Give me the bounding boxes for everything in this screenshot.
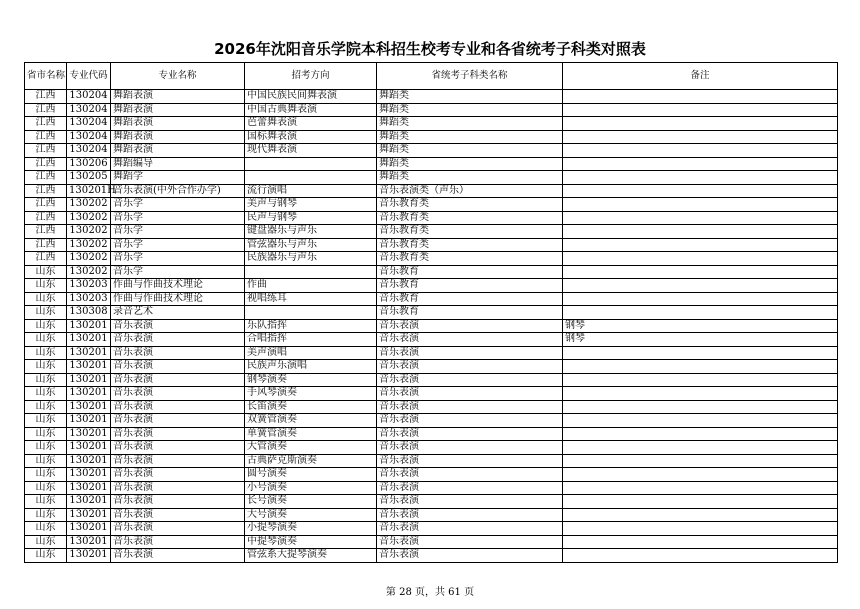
- cell-direction: 视唱练耳: [245, 292, 377, 306]
- cell-code: 130201H: [67, 184, 111, 198]
- cell-category: 音乐表演: [377, 508, 563, 522]
- cell-direction: [245, 265, 377, 279]
- cell-code: 130201: [67, 400, 111, 414]
- cell-province: 山东: [25, 400, 67, 414]
- cell-remark: [563, 549, 838, 563]
- cell-direction: 芭蕾舞表演: [245, 117, 377, 131]
- table-row: [25, 90, 838, 104]
- cell-category: 音乐表演: [377, 427, 563, 441]
- cell-major: 音乐表演: [111, 360, 245, 374]
- cell-direction: 大管演奏: [245, 441, 377, 455]
- cell-major: 舞蹈表演: [111, 90, 245, 104]
- cell-direction: 作曲: [245, 279, 377, 293]
- cell-code: 130201: [67, 495, 111, 509]
- cell-code: 130201: [67, 333, 111, 347]
- cell-province: 山东: [25, 495, 67, 509]
- cell-category: 音乐表演: [377, 468, 563, 482]
- table-row: [25, 481, 838, 495]
- cell-category: 音乐表演: [377, 319, 563, 333]
- header-direction: 招考方向: [245, 63, 377, 90]
- cell-major: 音乐表演: [111, 441, 245, 455]
- cell-category: 舞蹈类: [377, 103, 563, 117]
- cell-remark: [563, 535, 838, 549]
- cell-direction: 国标舞表演: [245, 130, 377, 144]
- cell-major: 音乐表演: [111, 495, 245, 509]
- cell-code: 130204: [67, 130, 111, 144]
- table-row: [25, 427, 838, 441]
- cell-province: 山东: [25, 333, 67, 347]
- cell-province: 山东: [25, 414, 67, 428]
- cell-province: 江西: [25, 130, 67, 144]
- table-row: [25, 549, 838, 563]
- cell-province: 山东: [25, 522, 67, 536]
- cell-province: 江西: [25, 171, 67, 185]
- cell-major: 舞蹈表演: [111, 144, 245, 158]
- cell-major: 音乐表演: [111, 333, 245, 347]
- cell-direction: 管弦器乐与声乐: [245, 238, 377, 252]
- cell-category: 音乐表演: [377, 441, 563, 455]
- cell-province: 山东: [25, 549, 67, 563]
- cell-remark: [563, 508, 838, 522]
- table-row: [25, 157, 838, 171]
- cell-major: 音乐表演: [111, 522, 245, 536]
- cell-code: 130203: [67, 292, 111, 306]
- cell-direction: 现代舞表演: [245, 144, 377, 158]
- cell-major: 音乐学: [111, 238, 245, 252]
- cell-province: 山东: [25, 292, 67, 306]
- cell-province: 山东: [25, 306, 67, 320]
- cell-code: 130201: [67, 441, 111, 455]
- cell-major: 音乐表演: [111, 549, 245, 563]
- cell-category: 音乐表演: [377, 387, 563, 401]
- header-row: [25, 63, 838, 90]
- cell-province: 江西: [25, 117, 67, 131]
- cell-direction: 中提琴演奏: [245, 535, 377, 549]
- cell-remark: [563, 184, 838, 198]
- cell-province: 江西: [25, 252, 67, 266]
- cell-remark: [563, 130, 838, 144]
- table-row: [25, 265, 838, 279]
- cell-category: 音乐教育类: [377, 252, 563, 266]
- cell-remark: [563, 279, 838, 293]
- cell-remark: [563, 441, 838, 455]
- cell-code: 130202: [67, 225, 111, 239]
- cell-code: 130205: [67, 171, 111, 185]
- table-row: [25, 144, 838, 158]
- cell-province: 山东: [25, 508, 67, 522]
- table-header: [25, 63, 838, 90]
- cell-province: 山东: [25, 387, 67, 401]
- cell-direction: [245, 306, 377, 320]
- cell-category: 音乐表演: [377, 549, 563, 563]
- header-remark: 备注: [563, 63, 838, 90]
- cell-category: 音乐表演: [377, 414, 563, 428]
- cell-direction: 民族声乐演唱: [245, 360, 377, 374]
- cell-code: 130202: [67, 211, 111, 225]
- cell-major: 音乐表演: [111, 481, 245, 495]
- table-row: [25, 495, 838, 509]
- cell-province: 山东: [25, 319, 67, 333]
- cell-remark: 钢琴: [563, 333, 838, 347]
- cell-code: 130203: [67, 279, 111, 293]
- cell-code: 130201: [67, 319, 111, 333]
- table-row: [25, 292, 838, 306]
- cell-major: 音乐表演: [111, 414, 245, 428]
- cell-category: 音乐教育: [377, 306, 563, 320]
- cell-direction: 钢琴演奏: [245, 373, 377, 387]
- header-code: 专业代码: [67, 63, 111, 90]
- cell-remark: [563, 157, 838, 171]
- cell-code: 130201: [67, 481, 111, 495]
- cell-remark: 钢琴: [563, 319, 838, 333]
- cell-province: 江西: [25, 198, 67, 212]
- cell-category: 舞蹈类: [377, 90, 563, 104]
- table-row: [25, 387, 838, 401]
- cell-major: 音乐表演: [111, 387, 245, 401]
- cell-code: 130201: [67, 454, 111, 468]
- cell-province: 山东: [25, 454, 67, 468]
- cell-code: 130204: [67, 117, 111, 131]
- cell-code: 130204: [67, 144, 111, 158]
- cell-remark: [563, 103, 838, 117]
- cell-province: 山东: [25, 279, 67, 293]
- cell-remark: [563, 427, 838, 441]
- cell-remark: [563, 292, 838, 306]
- cell-code: 130202: [67, 198, 111, 212]
- table-row: [25, 306, 838, 320]
- header-major: 专业名称: [111, 63, 245, 90]
- table-body: [25, 90, 838, 563]
- table-row: [25, 171, 838, 185]
- cell-province: 山东: [25, 373, 67, 387]
- cell-major: 舞蹈编导: [111, 157, 245, 171]
- cell-category: 音乐教育: [377, 292, 563, 306]
- cell-remark: [563, 225, 838, 239]
- cell-code: 130202: [67, 238, 111, 252]
- cell-province: 江西: [25, 225, 67, 239]
- cell-province: 江西: [25, 103, 67, 117]
- cell-category: 音乐教育类: [377, 211, 563, 225]
- cell-remark: [563, 171, 838, 185]
- table-row: [25, 184, 838, 198]
- cell-major: 音乐学: [111, 225, 245, 239]
- cell-code: 130201: [67, 427, 111, 441]
- cell-direction: 小号演奏: [245, 481, 377, 495]
- cell-major: 舞蹈学: [111, 171, 245, 185]
- cell-direction: 大号演奏: [245, 508, 377, 522]
- cell-remark: [563, 238, 838, 252]
- cell-category: 音乐表演类（声乐）: [377, 184, 563, 198]
- cell-category: 音乐表演: [377, 373, 563, 387]
- cell-province: 江西: [25, 157, 67, 171]
- cell-major: 音乐表演: [111, 454, 245, 468]
- cell-direction: [245, 171, 377, 185]
- cell-category: 舞蹈类: [377, 117, 563, 131]
- cell-remark: [563, 360, 838, 374]
- cell-major: 录音艺术: [111, 306, 245, 320]
- table-row: [25, 117, 838, 131]
- table-row: [25, 414, 838, 428]
- cell-major: 舞蹈表演: [111, 103, 245, 117]
- cell-category: 音乐表演: [377, 400, 563, 414]
- cell-direction: 单簧管演奏: [245, 427, 377, 441]
- cell-remark: [563, 117, 838, 131]
- cell-direction: 民族器乐与声乐: [245, 252, 377, 266]
- cell-remark: [563, 373, 838, 387]
- cell-code: 130201: [67, 549, 111, 563]
- header-category: 省统考子科类名称: [377, 63, 563, 90]
- table-row: [25, 454, 838, 468]
- cell-major: 音乐学: [111, 252, 245, 266]
- cell-code: 130201: [67, 360, 111, 374]
- cell-direction: 圆号演奏: [245, 468, 377, 482]
- header-province: 省市名称: [25, 63, 67, 90]
- cell-remark: [563, 495, 838, 509]
- cell-remark: [563, 90, 838, 104]
- cell-remark: [563, 252, 838, 266]
- cell-code: 130204: [67, 103, 111, 117]
- cell-remark: [563, 481, 838, 495]
- cell-major: 音乐表演: [111, 535, 245, 549]
- cell-category: 音乐教育: [377, 279, 563, 293]
- table-row: [25, 103, 838, 117]
- cell-major: 音乐表演: [111, 400, 245, 414]
- cell-major: 音乐表演: [111, 319, 245, 333]
- cell-direction: 合唱指挥: [245, 333, 377, 347]
- cell-direction: 民声与钢琴: [245, 211, 377, 225]
- cell-remark: [563, 265, 838, 279]
- cell-code: 130202: [67, 252, 111, 266]
- cell-province: 山东: [25, 360, 67, 374]
- cell-category: 音乐表演: [377, 360, 563, 374]
- cell-major: 音乐表演: [111, 346, 245, 360]
- cell-remark: [563, 346, 838, 360]
- cell-major: 音乐学: [111, 211, 245, 225]
- table-row: [25, 508, 838, 522]
- cell-major: 作曲与作曲技术理论: [111, 279, 245, 293]
- table-row: [25, 346, 838, 360]
- cell-code: 130202: [67, 265, 111, 279]
- cell-remark: [563, 306, 838, 320]
- table-row: [25, 130, 838, 144]
- cell-major: 音乐学: [111, 265, 245, 279]
- cell-category: 音乐表演: [377, 522, 563, 536]
- table-row: [25, 252, 838, 266]
- cell-remark: [563, 522, 838, 536]
- table-row: [25, 535, 838, 549]
- mapping-table: [24, 62, 838, 563]
- cell-major: 舞蹈表演: [111, 130, 245, 144]
- cell-remark: [563, 468, 838, 482]
- cell-code: 130308: [67, 306, 111, 320]
- table-row: [25, 225, 838, 239]
- cell-direction: [245, 157, 377, 171]
- cell-category: 舞蹈类: [377, 157, 563, 171]
- cell-remark: [563, 211, 838, 225]
- cell-province: 山东: [25, 535, 67, 549]
- cell-province: 江西: [25, 144, 67, 158]
- cell-category: 音乐表演: [377, 454, 563, 468]
- cell-category: 音乐表演: [377, 333, 563, 347]
- cell-major: 音乐学: [111, 198, 245, 212]
- cell-code: 130201: [67, 414, 111, 428]
- table-row: [25, 468, 838, 482]
- cell-direction: 古典萨克斯演奏: [245, 454, 377, 468]
- cell-province: 山东: [25, 441, 67, 455]
- page-footer: 第 28 页，共 61 页: [385, 587, 475, 598]
- table-row: [25, 360, 838, 374]
- cell-category: 音乐教育类: [377, 225, 563, 239]
- cell-direction: 美声演唱: [245, 346, 377, 360]
- cell-province: 江西: [25, 90, 67, 104]
- cell-province: 山东: [25, 265, 67, 279]
- cell-remark: [563, 414, 838, 428]
- cell-direction: 小提琴演奏: [245, 522, 377, 536]
- cell-category: 舞蹈类: [377, 130, 563, 144]
- table-row: [25, 198, 838, 212]
- cell-category: 音乐表演: [377, 481, 563, 495]
- cell-province: 山东: [25, 346, 67, 360]
- cell-code: 130201: [67, 508, 111, 522]
- table-row: [25, 373, 838, 387]
- cell-direction: 手风琴演奏: [245, 387, 377, 401]
- cell-province: 山东: [25, 468, 67, 482]
- table-row: [25, 400, 838, 414]
- cell-major: 音乐表演: [111, 468, 245, 482]
- cell-direction: 长笛演奏: [245, 400, 377, 414]
- cell-category: 音乐教育类: [377, 238, 563, 252]
- cell-direction: 双簧管演奏: [245, 414, 377, 428]
- cell-category: 音乐教育: [377, 265, 563, 279]
- cell-province: 江西: [25, 238, 67, 252]
- table-row: [25, 441, 838, 455]
- cell-province: 山东: [25, 481, 67, 495]
- table-row: [25, 238, 838, 252]
- cell-province: 江西: [25, 211, 67, 225]
- cell-code: 130201: [67, 468, 111, 482]
- cell-direction: 乐队指挥: [245, 319, 377, 333]
- cell-category: 舞蹈类: [377, 171, 563, 185]
- cell-code: 130204: [67, 90, 111, 104]
- table-row: [25, 522, 838, 536]
- cell-major: 音乐表演: [111, 373, 245, 387]
- cell-direction: 流行演唱: [245, 184, 377, 198]
- cell-major: 作曲与作曲技术理论: [111, 292, 245, 306]
- cell-direction: 长号演奏: [245, 495, 377, 509]
- cell-direction: 管弦系大提琴演奏: [245, 549, 377, 563]
- cell-remark: [563, 454, 838, 468]
- cell-category: 舞蹈类: [377, 144, 563, 158]
- cell-category: 音乐表演: [377, 495, 563, 509]
- cell-code: 130201: [67, 387, 111, 401]
- cell-major: 音乐表演: [111, 427, 245, 441]
- table-row: [25, 211, 838, 225]
- table-row: [25, 319, 838, 333]
- cell-code: 130206: [67, 157, 111, 171]
- table-row: [25, 279, 838, 293]
- cell-major: 音乐表演(中外合作办学): [111, 184, 245, 198]
- cell-category: 音乐表演: [377, 346, 563, 360]
- cell-major: 音乐表演: [111, 508, 245, 522]
- cell-remark: [563, 198, 838, 212]
- cell-direction: 中国古典舞表演: [245, 103, 377, 117]
- cell-category: 音乐表演: [377, 535, 563, 549]
- cell-remark: [563, 144, 838, 158]
- cell-remark: [563, 400, 838, 414]
- cell-code: 130201: [67, 535, 111, 549]
- table-row: [25, 333, 838, 347]
- cell-major: 舞蹈表演: [111, 117, 245, 131]
- cell-code: 130201: [67, 346, 111, 360]
- document-title: 2026年沈阳音乐学院本科招生校考专业和各省统考子科类对照表: [214, 40, 646, 58]
- cell-province: 江西: [25, 184, 67, 198]
- cell-code: 130201: [67, 522, 111, 536]
- cell-direction: 中国民族民间舞表演: [245, 90, 377, 104]
- cell-category: 音乐教育类: [377, 198, 563, 212]
- cell-province: 山东: [25, 427, 67, 441]
- cell-direction: 键盘器乐与声乐: [245, 225, 377, 239]
- cell-remark: [563, 387, 838, 401]
- cell-code: 130201: [67, 373, 111, 387]
- cell-direction: 美声与钢琴: [245, 198, 377, 212]
